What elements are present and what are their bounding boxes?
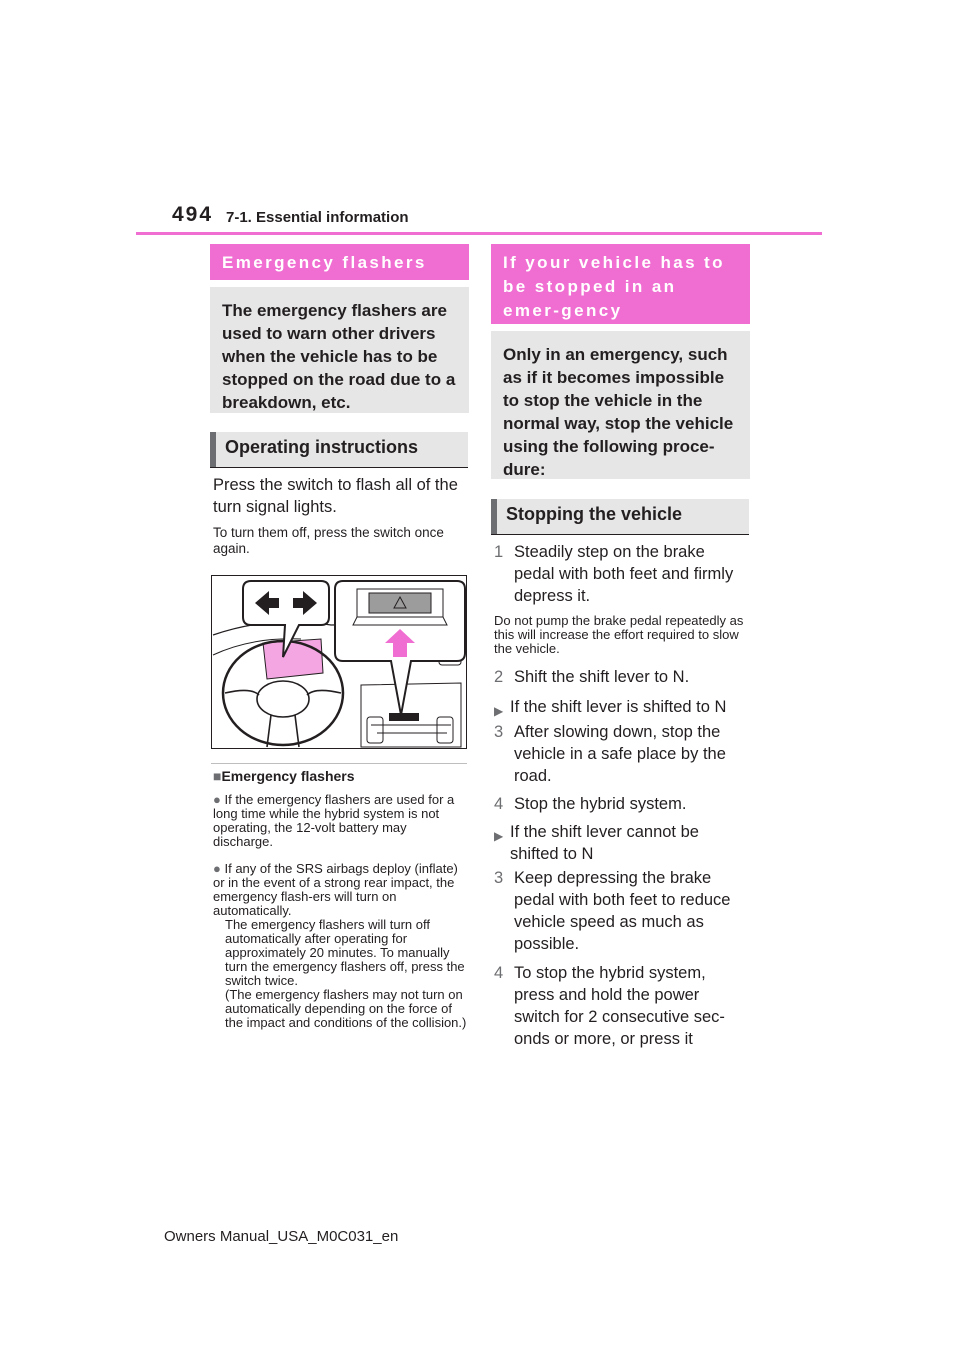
heading-underline <box>491 534 749 535</box>
note2b-text: The emergency flashers will turn off automatically after operating for approximately 20 minutes. To manually turn the emergency flashers off, press the switch twice. <box>225 917 465 988</box>
emergency-flashers-title <box>210 244 469 280</box>
step-4a <box>494 793 744 815</box>
emergency-flashers-intro-box <box>210 287 469 413</box>
dashboard-drawing <box>211 575 467 749</box>
step-3a <box>494 721 744 787</box>
header-rule <box>136 232 822 235</box>
note-item-1 <box>213 793 467 849</box>
page-number: 494 <box>172 203 214 226</box>
step1-text: Steadily step on the brake pedal with both feet and firmly depress it. <box>514 543 734 605</box>
circle-bullet-icon: ● <box>213 792 221 807</box>
notes-heading <box>213 768 355 784</box>
operating-instructions-heading-text: Operating instructions <box>225 437 419 457</box>
case-shifted-to-n <box>494 696 748 722</box>
note1-text: If the emergency flashers are used for a long time while the hybrid system is not operating, the 12-volt battery may discharge. <box>213 792 455 849</box>
footer-text: Owners Manual_USA_M0C031_en <box>164 1228 399 1245</box>
step-1 <box>494 541 744 607</box>
case2-text: If the shift lever cannot be shifted to N <box>510 823 699 863</box>
step4b-text: To stop the hybrid system, press and hold the power switch for 2 consecutive sec-onds or more, or press it <box>514 964 725 1048</box>
step4a-text: Stop the hybrid system. <box>514 795 687 813</box>
step-number: 2 <box>494 668 504 686</box>
step-number: 3 <box>494 723 504 741</box>
dashboard-illustration <box>211 575 467 749</box>
circle-bullet-icon: ● <box>213 861 221 876</box>
square-bullet-icon: ■ <box>213 768 222 784</box>
stopping-vehicle-heading <box>491 499 749 534</box>
note-item-2 <box>213 862 467 1030</box>
step-3b <box>494 867 744 955</box>
notes-heading-text: Emergency flashers <box>221 768 355 784</box>
press-switch-text: Press the switch to flash all of the turn signal lights. <box>213 476 458 516</box>
emergency-stop-title <box>491 244 750 324</box>
step-2 <box>494 666 744 688</box>
step-number: 1 <box>494 543 504 561</box>
step-number: 4 <box>494 795 504 813</box>
section-title: 7-1. Essential information <box>226 209 409 226</box>
emergency-stop-intro-box <box>491 331 750 479</box>
emergency-stop-intro: Only in an emergency, such as if it becomes impossible to stop the vehicle in the normal way, stop the vehicle using the following proce-dure: <box>503 345 734 479</box>
emergency-flashers-intro: The emergency flashers are used to warn other drivers when the vehicle has to be stopped on the road due to a breakdown, etc. <box>222 301 456 412</box>
emergency-flashers-title-text: Emergency flashers <box>222 253 427 272</box>
note2c-text: (The emergency flashers may not turn on automatically depending on the force of the impact and conditions of the collision.) <box>225 987 467 1030</box>
operating-instructions-heading <box>210 432 468 467</box>
triangle-bullet-icon: ▶ <box>494 704 504 718</box>
step1-note: Do not pump the brake pedal repeatedly as this will increase the effort required to slow the vehicle. <box>494 613 744 656</box>
stopping-vehicle-heading-text: Stopping the vehicle <box>506 504 683 524</box>
triangle-bullet-icon: ▶ <box>494 829 504 843</box>
note2-text: If any of the SRS airbags deploy (inflate) or in the event of a strong rear impact, the emergency flash-ers will turn on automatically. <box>213 861 458 918</box>
turn-off-text: To turn them off, press the switch once again. <box>213 525 444 556</box>
case-cannot-shift-to-n <box>494 821 744 865</box>
step2-text: Shift the shift lever to N. <box>514 668 690 686</box>
step-4b <box>494 962 744 1050</box>
heading-underline <box>210 467 468 468</box>
step-number: 4 <box>494 964 504 982</box>
case1-text: If the shift lever is shifted to N <box>510 698 727 716</box>
step-number: 3 <box>494 869 504 887</box>
emergency-stop-title-text: If your vehicle has to be stopped in an emer-gency <box>503 253 725 320</box>
notes-divider <box>211 763 467 764</box>
step3b-text: Keep depressing the brake pedal with both feet to reduce vehicle speed as much as possible. <box>514 869 731 953</box>
step3a-text: After slowing down, stop the vehicle in a safe place by the road. <box>514 723 726 785</box>
